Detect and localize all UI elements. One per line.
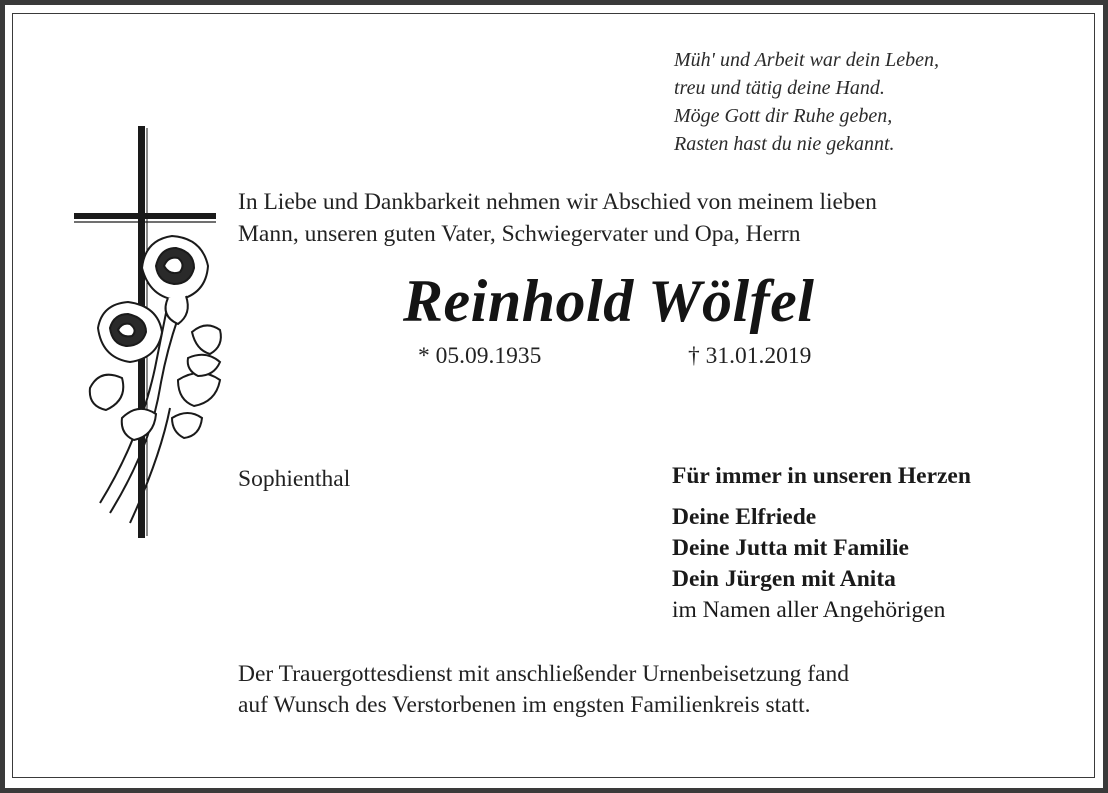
spacer: [672, 492, 971, 502]
mourners-block: [672, 461, 971, 626]
cross-with-roses-icon: [60, 118, 235, 548]
service-line: Der Trauergottesdienst mit anschließender Urnenbeisetzung fand: [238, 661, 850, 687]
poem-line: Müh' und Arbeit war dein Leben,: [674, 49, 939, 71]
poem: [674, 46, 939, 158]
poem-line: Möge Gott dir Ruhe geben,: [674, 105, 893, 127]
intro-line: Mann, unseren guten Vater, Schwiegervater und Opa, Herrn: [238, 221, 801, 247]
service-line: auf Wunsch des Verstorbenen im engsten Familienkreis statt.: [238, 692, 811, 718]
mourner-name: Deine Elfriede: [672, 504, 817, 530]
mourners-heading: Für immer in unseren Herzen: [672, 463, 971, 489]
place-name: Sophienthal: [238, 466, 351, 492]
deceased-name: Reinhold Wölfel: [403, 268, 815, 334]
poem-line: Rasten hast du nie gekannt.: [674, 133, 895, 155]
intro-text: [238, 186, 877, 250]
death-date: † 31.01.2019: [688, 343, 812, 369]
mourners-closing: im Namen aller Angehörigen: [672, 597, 946, 623]
birth-date: * 05.09.1935: [418, 343, 542, 369]
mourner-name: Dein Jürgen mit Anita: [672, 566, 896, 592]
service-notice: [238, 659, 849, 721]
intro-line: In Liebe und Dankbarkeit nehmen wir Abschied von meinem lieben: [238, 189, 877, 215]
mourner-name: Deine Jutta mit Familie: [672, 535, 909, 561]
poem-line: treu und tätig deine Hand.: [674, 77, 885, 99]
